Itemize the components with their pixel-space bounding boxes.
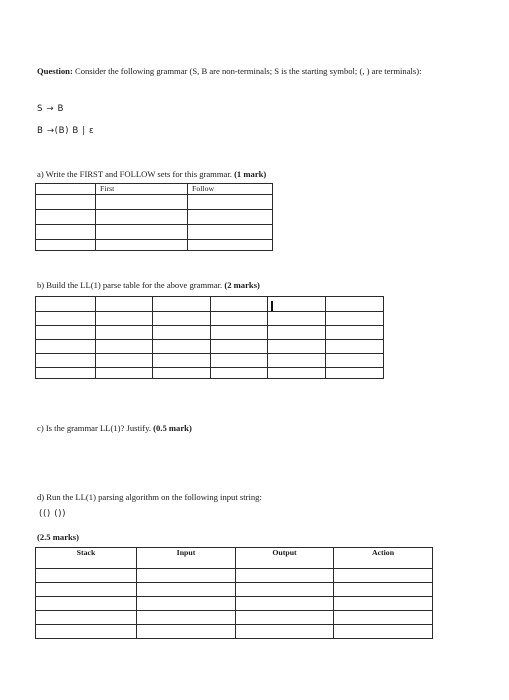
table-header-row [36, 184, 273, 195]
part-a-prompt [37, 169, 266, 179]
table-row [36, 611, 433, 625]
table-cell[interactable] [153, 312, 211, 326]
table-cell[interactable] [36, 569, 137, 583]
grammar-rule-1: S → B [37, 104, 65, 114]
table-cell[interactable] [211, 340, 268, 354]
table-cell[interactable] [137, 625, 236, 639]
table-cell[interactable] [36, 340, 96, 354]
table-cell[interactable] [96, 297, 153, 312]
table-row [36, 625, 433, 639]
table-row [36, 354, 384, 368]
table-cell[interactable] [36, 195, 96, 210]
table-row [36, 240, 273, 251]
table-cell[interactable] [36, 210, 96, 225]
table-cell[interactable] [268, 368, 326, 379]
table-cell[interactable] [211, 312, 268, 326]
table-cell[interactable] [236, 625, 334, 639]
table-cell[interactable] [36, 225, 96, 240]
part-a-label: a) Write the FIRST and FOLLOW sets for this grammar. [37, 169, 232, 179]
table-cell[interactable] [326, 326, 384, 340]
first-follow-table [35, 183, 273, 251]
table-cell[interactable] [36, 611, 137, 625]
table-cell[interactable] [334, 569, 433, 583]
table-cell[interactable] [153, 354, 211, 368]
table-cell[interactable] [96, 195, 188, 210]
header-cell-stack: Stack [36, 548, 137, 569]
table-cell[interactable] [36, 312, 96, 326]
header-cell [36, 184, 96, 195]
table-cell[interactable] [211, 297, 268, 312]
table-row [36, 195, 273, 210]
parsing-trace-table [35, 547, 433, 639]
part-b-prompt [37, 280, 260, 290]
table-cell[interactable] [211, 326, 268, 340]
table-row [36, 326, 384, 340]
table-cell[interactable] [137, 569, 236, 583]
part-b-label: b) Build the LL(1) parse table for the above grammar. [37, 280, 223, 290]
table-cell[interactable] [188, 225, 273, 240]
table-cell[interactable] [334, 583, 433, 597]
table-cell[interactable] [268, 312, 326, 326]
grammar-rule-2: B →(B) B | ε [37, 126, 95, 136]
table-cell[interactable] [334, 611, 433, 625]
table-header-row [36, 548, 433, 569]
table-cell[interactable] [96, 368, 153, 379]
table-cell[interactable] [96, 354, 153, 368]
part-c-prompt [37, 423, 192, 433]
table-cell[interactable] [153, 368, 211, 379]
table-cell[interactable] [334, 597, 433, 611]
table-cell[interactable] [36, 240, 96, 251]
table-cell[interactable] [268, 297, 326, 312]
header-cell-follow: Follow [188, 184, 273, 195]
table-cell[interactable] [153, 340, 211, 354]
text-cursor [271, 301, 273, 311]
table-cell[interactable] [326, 297, 384, 312]
header-cell-output: Output [236, 548, 334, 569]
table-cell[interactable] [137, 611, 236, 625]
table-cell[interactable] [96, 312, 153, 326]
input-string: (() ()) [39, 509, 67, 519]
table-cell[interactable] [96, 240, 188, 251]
table-row [36, 225, 273, 240]
table-cell[interactable] [236, 611, 334, 625]
ll1-parse-table [35, 296, 384, 379]
question-body: Consider the following grammar (S, B are non-terminals; S is the starting symbol; (, ) are terminals): [72, 66, 422, 76]
table-cell[interactable] [268, 340, 326, 354]
table-cell[interactable] [211, 368, 268, 379]
table-cell[interactable] [96, 210, 188, 225]
header-cell-first: First [96, 184, 188, 195]
table-cell[interactable] [236, 583, 334, 597]
table-cell[interactable] [36, 597, 137, 611]
header-cell-action: Action [334, 548, 433, 569]
table-row [36, 569, 433, 583]
header-cell-input: Input [137, 548, 236, 569]
table-cell[interactable] [334, 625, 433, 639]
table-cell[interactable] [36, 297, 96, 312]
table-row [36, 312, 384, 326]
table-cell[interactable] [268, 354, 326, 368]
table-cell[interactable] [137, 583, 236, 597]
table-cell[interactable] [36, 583, 137, 597]
table-cell[interactable] [188, 210, 273, 225]
question-text [37, 66, 477, 77]
part-c-label: c) Is the grammar LL(1)? Justify. [37, 423, 151, 433]
table-cell[interactable] [36, 368, 96, 379]
table-cell[interactable] [188, 240, 273, 251]
part-b-marks: (2 marks) [224, 280, 260, 290]
table-row [36, 597, 433, 611]
table-cell[interactable] [36, 354, 96, 368]
table-cell[interactable] [211, 354, 268, 368]
table-row [36, 210, 273, 225]
table-cell[interactable] [36, 625, 137, 639]
table-row [36, 340, 384, 354]
table-cell[interactable] [96, 225, 188, 240]
table-cell[interactable] [188, 195, 273, 210]
part-c-marks: (0.5 mark) [153, 423, 192, 433]
table-cell[interactable] [326, 368, 384, 379]
part-d-marks: (2.5 marks) [37, 532, 80, 542]
table-cell[interactable] [236, 597, 334, 611]
question-label: Question: [37, 66, 73, 76]
part-a-marks: (1 mark) [234, 169, 267, 179]
table-cell[interactable] [236, 569, 334, 583]
table-row [36, 583, 433, 597]
table-row [36, 297, 384, 312]
table-cell[interactable] [268, 326, 326, 340]
table-cell[interactable] [153, 297, 211, 312]
part-d-prompt: d) Run the LL(1) parsing algorithm on the following input string: [37, 492, 262, 502]
table-cell[interactable] [153, 326, 211, 340]
table-cell[interactable] [326, 340, 384, 354]
table-cell[interactable] [326, 354, 384, 368]
table-cell[interactable] [36, 326, 96, 340]
table-row [36, 368, 384, 379]
table-cell[interactable] [326, 312, 384, 326]
table-cell[interactable] [96, 326, 153, 340]
table-cell[interactable] [96, 340, 153, 354]
table-cell[interactable] [137, 597, 236, 611]
